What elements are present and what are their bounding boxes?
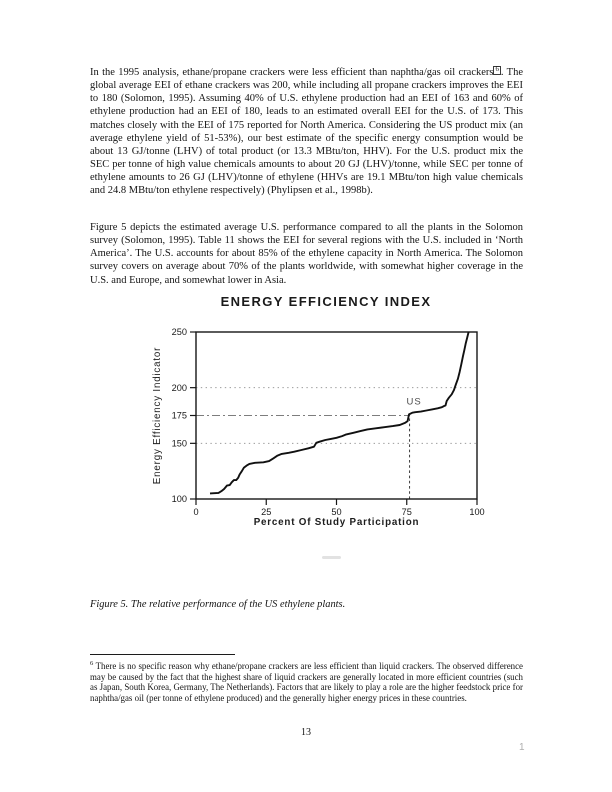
y-tick-label: 200 bbox=[171, 382, 187, 393]
footnote bbox=[90, 659, 523, 704]
us-annotation: US bbox=[406, 396, 422, 408]
x-tick-label: 50 bbox=[331, 507, 342, 517]
y-tick-label: 250 bbox=[171, 327, 187, 338]
paragraph-1 bbox=[90, 66, 523, 198]
footnote-separator bbox=[90, 654, 235, 655]
y-tick-label: 150 bbox=[171, 438, 187, 449]
eei-chart bbox=[140, 318, 512, 542]
paragraph-1-text: In the 1995 analysis, ethane/propane crackers were less efficient than naphtha/gas oil crackers bbox=[90, 67, 494, 78]
eei-curve bbox=[210, 332, 469, 493]
x-tick-label: 100 bbox=[469, 507, 485, 517]
x-tick-label: 25 bbox=[261, 507, 272, 517]
x-axis-title: Percent Of Study Participation bbox=[253, 517, 420, 528]
paragraph-1-continued: . The global average EEI of ethane crackers was 200, while including all propane crackers improves the EEI to 180 (Solomon, 1995). Assuming 40% of U.S. ethylene production had an EEI of 163 and 60% of ethylene production had an EEI of 180, leads to an estimated overall EEI for the U.S. of 173. This matches closely with the EEI of 175 reported for North America. Considering the US product mix (an average ethylene yield of 51-53%), our best estimate of the specific energy consumption would be about 13 GJ/tonne (LHV) of total product (or 13.3 MBtu/ton, HHV). For the U.S. product mix the SEC per tonne of high value chemicals amounts to about 20 GJ (LHV)/tonne, while SEC per tonne of ethylene amounts to 26 GJ (LHV)/tonne of ethylene (HHVs are 19.1 MBtu/ton high value chemicals and 24.8 MBtu/ton ethylene respectively) (Phylipsen et al., 1998b). bbox=[90, 67, 523, 197]
footnote-reference-box: 6 bbox=[495, 66, 499, 73]
paragraph-2: Figure 5 depicts the estimated average U.S. performance compared to all the plants in the Solomon survey (Solomon, 1995). Table 11 shows the EEI for several regions with the U.S. included in ‘North America’. The U.S. accounts for about 85% of the ethylene capacity in North America. The Solomon survey covers on average about 70% of the plants worldwide, with somewhat higher coverage in the U.S. and Europe, and somewhat lower in Asia. bbox=[90, 222, 523, 286]
scan-artifact bbox=[322, 556, 341, 559]
figure-caption: Figure 5. The relative performance of the US ethylene plants. bbox=[90, 599, 346, 610]
footnote-text: There is no specific reason why ethane/propane crackers are less efficient than liquid crackers. The observed difference may be caused by the fact that the highest share of liquid crackers are generally located in more efficient countries (such as Japan, South Korea, Germany, The Netherlands). Factors that are likely to play a role are the higher feedstock price for naphtha/gas oil (per tonne of ethylene produced) and the generally higher energy prices in these countries. bbox=[90, 660, 523, 704]
page-number: 13 bbox=[301, 727, 311, 738]
x-tick-label: 0 bbox=[193, 507, 199, 517]
y-tick-label: 100 bbox=[171, 494, 187, 505]
y-tick-label: 175 bbox=[171, 410, 187, 421]
x-tick-label: 75 bbox=[401, 507, 412, 517]
corner-page-mark: 1 bbox=[519, 742, 525, 753]
figure-5-chart bbox=[140, 294, 512, 544]
chart-title: ENERGY EFFICIENCY INDEX bbox=[220, 294, 432, 309]
footnote-marker: 6 bbox=[90, 660, 94, 667]
y-axis-title: Energy Efficiency Indicator bbox=[152, 346, 163, 485]
